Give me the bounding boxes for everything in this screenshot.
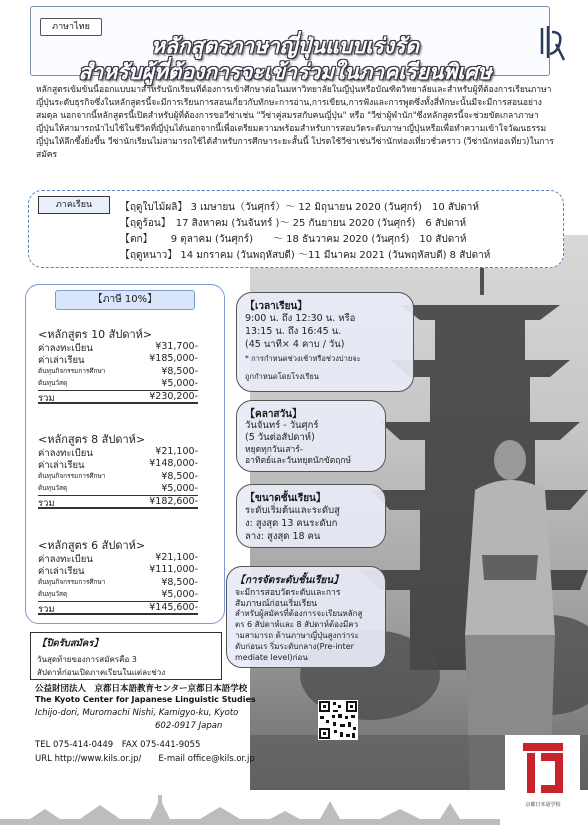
placement-heading: 【การจัดระดับชั้นเรียน】 xyxy=(235,575,344,586)
skyline-graphic xyxy=(0,795,588,825)
intro-paragraph: หลักสูตรเข้มข้นนี้ออกแบบมาสำหรับนักเรียนที่ต้องการเข้าศึกษาต่อในมหาวิทยาลัยในญี่ปุ่นหรือบัณฑิตวิทยาลัยและสำหรับผู้ที่ต้องการเรียนภาษาญี่ปุ่นระดับธุรกิจซึ่งในหลักสูตรนี้จะมีการเรียนการสอนเกี่ยวกับทักษะการอ่าน,การเขียน,การฟังและการพูดซึ่งทั้งสี่ทักษะนั้นมีจะมีการสอนอย่างสมดุล นอกจากนี้หลักสูตรนี้เปิดสำหรับผู้ที่ต้องการขอวีซ่าเช่น "วีซ่าคู่สมรสกับคนญี่ปุ่น" หรือ "วีซ่าผู้พำนัก"ซึ่งหลักสูตรนี้จะช่วยขัดเกลาภาษาญี่ปุ่นให้สามารถนำไปใช้ในชีวิตที่ญี่ปุ่นได้นอกจากนี้เพื่อเตรียมความพร้อมสำหรับการสอบวัดระดับภาษาญี่ปุ่นหรือเพื่อทำความเข้าใจวัฒนธรรมญี่ปุ่นให้ลึกซึ้งยิ่งขึ้น วีซ่านักเรียนไม่สามารถใช้ได้สำหรับการศึกษาระยะสั้นนี้ โปรดใช้วีซ่าเช่นวีซ่านักท่องเที่ยวชั่วคราว (วีซ่านักท่องเที่ยว)ในการสมัคร xyxy=(36,85,554,160)
deadline-heading: 【ปิดรับสมัคร】 xyxy=(37,638,103,649)
placement-line: ตร 6 สัปดาห์และ 8 สัปดาห์ต้องมีคว xyxy=(235,620,359,629)
course-title-10w: <หลักสูตร 10 สัปดาห์> xyxy=(38,328,153,341)
class-days-line: หยุดทุกวันเสาร์- xyxy=(245,445,303,455)
page-subtitle: สำหรับผู้ที่ต้องการจะเข้าร่วมในภาคเรียนพิเศษ xyxy=(78,59,492,84)
fee-row: ต้นทุนกิจกรรมการศึกษา ¥8,500- xyxy=(38,577,198,588)
class-size-heading: 【ขนาดชั้นเรียน】 xyxy=(245,493,326,504)
tax-tag: 【ภาษี 10%】 xyxy=(55,290,195,310)
course-title-8w: <หลักสูตร 8 สัปดาห์> xyxy=(38,433,146,446)
fee-row: ต้นทุนกิจกรรมการศึกษา ¥8,500- xyxy=(38,366,198,377)
fee-row: ค่าเล่าเรียน ¥111,000- xyxy=(38,564,198,577)
class-time-line: 9:00 น. ถึง 12:30 น. หรือ xyxy=(245,313,356,324)
address-line: 602-0917 Japan xyxy=(155,721,223,731)
class-days-line: (5 วันต่อสัปดาห์) xyxy=(245,432,315,443)
semester-row-autumn: 【ตก】 9 ตุลาคม (วันศุกร์) ～ 18 ธันวาคม 2020 (วันศุกร์) 10 สัปดาห์ xyxy=(120,234,467,245)
placement-line: mediate level)ก่อน xyxy=(235,653,308,662)
semester-row-summer: 【ฤดูร้อน】 17 สิงหาคม (วันจันทร์ )～ 25 กันยายน 2020 (วันศุกร์) 6 สัปดาห์ xyxy=(120,218,467,229)
placement-line: ดับก่อนเร ริ่มระดับกลาง(Pre-inter xyxy=(235,642,354,651)
fee-row: ต้นทุนวัสดุ ¥5,000- xyxy=(38,483,198,494)
fee-row: ค่าลงทะเบียน ¥21,100- xyxy=(38,446,198,459)
page-title: หลักสูตรภาษาญี่ปุ่นแบบเร่งรัด xyxy=(151,33,419,58)
placement-line: จะมีการสอบวัดระดับและการ xyxy=(235,588,341,598)
class-time-note: ถูกกำหนดโดยโรงเรียน xyxy=(245,372,319,381)
class-size-line: ง: สูงสุด 13 คนระดับก xyxy=(245,518,338,529)
placement-line: ามสามารถ ด้านภาษาญี่ปุ่นสูงกว่าระ xyxy=(235,631,359,640)
class-time-box xyxy=(236,292,414,392)
class-size-line: ลาง: สูงสุด 18 คน xyxy=(245,531,321,542)
class-days-line: อาทิตย์และวันหยุดนักขัตฤกษ์ xyxy=(245,456,352,466)
course-title-6w: <หลักสูตร 6 สัปดาห์> xyxy=(38,539,146,552)
fee-row: ต้นทุนวัสดุ ¥5,000- xyxy=(38,589,198,600)
fee-row: ต้นทุนกิจกรรมการศึกษา ¥8,500- xyxy=(38,471,198,482)
brand-text: 京都日本語学校 xyxy=(525,802,561,808)
fee-row: ค่าลงทะเบียน ¥31,700- xyxy=(38,341,198,354)
language-tag: ภาษาไทย xyxy=(40,18,102,36)
class-time-note: * การกำหนดช่วงเช้าหรือช่วงบ่ายจะ xyxy=(245,354,361,363)
class-time-line: (45 นาที× 4 คาบ / วัน) xyxy=(245,339,345,350)
fee-total-row: รวม ¥230,200- xyxy=(38,391,198,404)
fee-total-row: รวม ¥182,600- xyxy=(38,496,198,509)
class-size-line: ระดับเริ่มต้นและระดับสู xyxy=(245,505,340,516)
school-brand-logo xyxy=(505,735,580,825)
deadline-box xyxy=(30,632,222,680)
fee-row: ค่าลงทะเบียน ¥21,100- xyxy=(38,552,198,565)
semester-tag: ภาคเรียน xyxy=(38,196,110,214)
placement-line: สัมภาษณ์ก่อนเริ่มเรียน xyxy=(235,599,318,609)
class-days-box xyxy=(236,400,386,472)
url-email[interactable]: URL http://www.kils.or.jp/ E-mail office@kils.or.jp xyxy=(35,754,255,764)
fee-row: ต้นทุนวัสดุ ¥5,000- xyxy=(38,378,198,389)
address-line: Ichijo-dori, Muromachi Nishi, Kamigyo-ku, Kyoto xyxy=(35,708,239,718)
fee-row: ค่าเล่าเรียน ¥148,000- xyxy=(38,458,198,471)
placement-line: สำหรับผู้สมัครที่ต้องการจะเรียนหลักสู xyxy=(235,609,363,618)
class-days-heading: 【คลาสวัน】 xyxy=(245,409,302,420)
class-time-heading: 【เวลาเรียน】 xyxy=(245,301,308,312)
deadline-line: สัปดาห์ก่อนเปิดภาคเรียนในแต่ละช่วง xyxy=(37,668,166,677)
class-time-line: 13:15 น. ถึง 16:45 น. xyxy=(245,326,342,337)
org-name-en: The Kyoto Center for Japanese Linguistic Studies xyxy=(35,695,256,704)
school-logo-icon xyxy=(538,24,566,62)
placement-box xyxy=(226,566,386,668)
fee-total-row: รวม ¥145,600- xyxy=(38,602,198,615)
class-days-line: วันจันทร์ - วันศุกร์ xyxy=(245,420,319,431)
deadline-line: วันสุดท้ายของการสมัครคือ 3 xyxy=(37,655,137,664)
class-size-box xyxy=(236,484,386,548)
qr-code-icon[interactable] xyxy=(318,700,358,740)
semester-row-winter: 【ฤดูหนาว】 14 มกราคม (วันพฤหัสบดี) ～11 มีนาคม 2021 (วันพฤหัสบดี) 8 สัปดาห์ xyxy=(120,250,491,261)
phone-fax: TEL 075-414-0449 FAX 075-441-9055 xyxy=(35,740,201,750)
org-name-jp: 公益財団法人 京都日本語教育センター京都日本語学校 xyxy=(35,684,248,694)
semester-row-spring: 【ฤดูใบไม้ผลิ】 3 เมษายน（วันศุกร์）～ 12 มิถุนายน 2020 (วันศุกร์) 10 สัปดาห์ xyxy=(120,202,480,213)
fee-row: ค่าเล่าเรียน ¥185,000- xyxy=(38,353,198,366)
